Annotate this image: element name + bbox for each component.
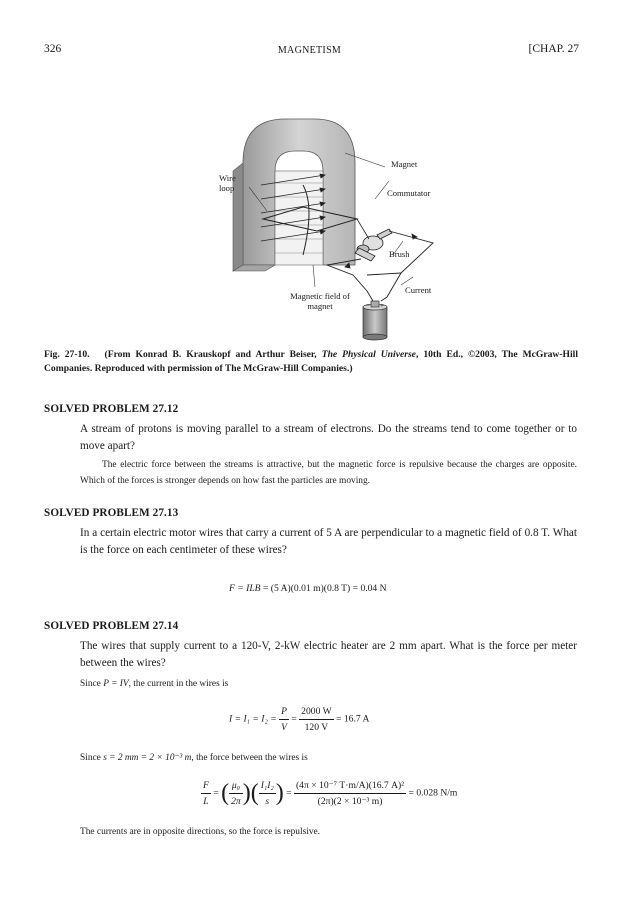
force-substitution: $\frac{\text{(4π × 10⁻⁷ T·m/A)(16.7 A)²}}{\text{(2π)(2 × 10⁻³ m)}}$ bbox=[295, 780, 405, 807]
problem-27-12-heading: SOLVED PROBLEM 27.12 bbox=[44, 403, 179, 415]
brush-label: Brush bbox=[389, 249, 410, 259]
commutator-label: Commutator bbox=[387, 188, 431, 198]
running-title: MAGNETISM bbox=[277, 45, 342, 56]
problem-27-13-equation: F = ILB = (5 A)(0.01 m)(0.8 T) = 0.04 N bbox=[229, 583, 387, 594]
f-over-l: $\frac{F}{L}$ bbox=[203, 780, 209, 807]
field-label: Magnetic field of magnet bbox=[290, 291, 350, 311]
current-label: Current bbox=[405, 285, 432, 295]
commutator bbox=[355, 219, 392, 261]
problem-27-13-heading: SOLVED PROBLEM 27.13 bbox=[44, 507, 179, 519]
current-equation: I = I₁ = I₂ = $\frac{P}{V}$ = $\frac{2000 W}{120 V}$ = 16.7 A bbox=[229, 706, 370, 733]
motor-figure bbox=[205, 115, 445, 345]
chapter-label: [CHAP. 27 bbox=[528, 43, 579, 55]
problem-27-12-answer: The electric force between the streams is attractive, but the magnetic force is repulsive because the charges are opposite. Which of the forces is stronger depends on how fast the particles are moving. bbox=[80, 460, 577, 486]
wire-loop-label: Wire loop bbox=[219, 173, 236, 193]
watts-over-volts: $\frac{2000 W}{120 V}$ bbox=[301, 706, 332, 733]
problem-27-14-line-1: Since P = IV, the current in the wires is bbox=[80, 679, 229, 689]
figure-caption: Fig. 27-10. (From Konrad B. Krauskopf and Arthur Beiser, The Physical Universe, 10th Ed., ©2003, The McGraw-Hill Companies. Reproduced with permission of The McGraw-Hill Companies.) bbox=[44, 349, 579, 374]
problem-27-14-line-2: Since s = 2 mm = 2 × 10⁻³ m, the force between the wires is bbox=[80, 753, 308, 763]
problem-27-14-heading: SOLVED PROBLEM 27.14 bbox=[44, 620, 179, 632]
battery-plus: + bbox=[380, 302, 384, 310]
page-number: 326 bbox=[44, 43, 62, 55]
problem-27-14-conclusion: The currents are in opposite directions, so the force is repulsive. bbox=[80, 827, 321, 837]
i1i2-over-s: $\frac{\text{I₁I₂}}{s}$ bbox=[260, 780, 274, 807]
problem-27-12-question: A stream of protons is moving parallel to a stream of electrons. Do the streams tend to come together or to move apart? bbox=[80, 423, 577, 452]
force-equation: $\frac{F}{L}$ = ( $\frac{\text{μ₀}}{2\pi}$ )( $\frac{\text{I₁I₂}}{s}$ ) = $\frac{\text{(4π × 10⁻⁷ T·m/A)(16.7 A)²}}{\text{(2π)(2 × 10⁻³ m)}}$ = 0.028 N/m bbox=[203, 780, 458, 807]
problem-27-14-question: The wires that supply current to a 120-V, 2-kW electric heater are 2 mm apart. What is the force per meter between the wires? bbox=[80, 640, 577, 669]
magnet-label: Magnet bbox=[391, 159, 418, 169]
mu0-over-2pi: $\frac{\text{μ₀}}{2\pi}$ bbox=[231, 780, 241, 807]
problem-27-13-question: In a certain electric motor wires that carry a current of 5 A are perpendicular to a magnetic field of 0.8 T. What is the force on each centimeter of these wires? bbox=[80, 527, 577, 556]
battery-minus: − bbox=[366, 302, 370, 310]
p-over-v: $\frac{P}{V}$ bbox=[281, 706, 287, 733]
